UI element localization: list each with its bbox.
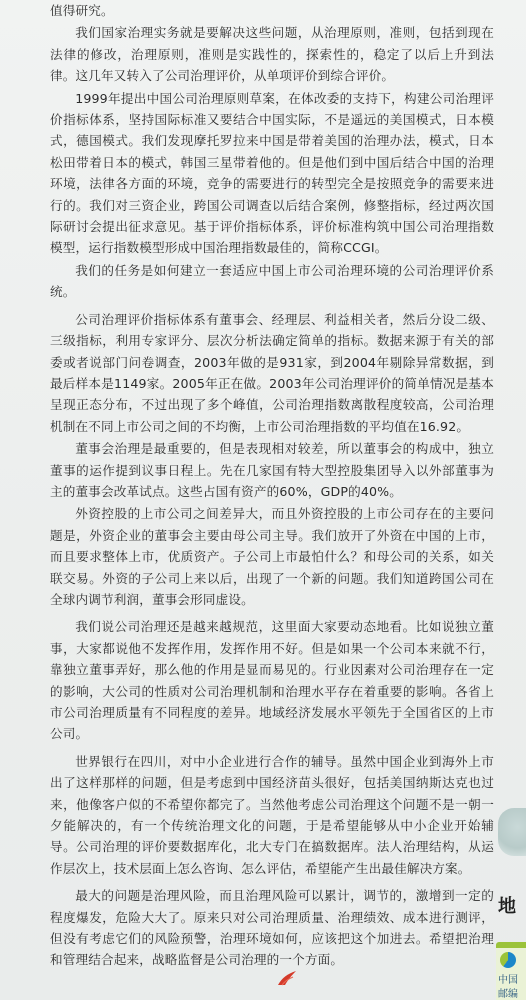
ad-color-strip: [496, 942, 526, 948]
end-mark-icon: [276, 969, 298, 987]
article-body: [50, 0, 494, 971]
adjacent-page-ad: [496, 942, 526, 1000]
ad-logo-icon: [500, 952, 516, 968]
article-paragraph: 我们说公司治理还是越来越规范，这里面大家要动态地看。比如说独立董事，大家都说他不发挥作用，发挥作用不好。但是如果一个公司本来就不行，靠独立董事弄好，那么他的作用是显而易见的。行业因素对公司治理存在一定的影响，大公司的性质对公司治理机制和治理水平存在着重要的影响。各省上市公司治理质量有不同程度的差异。地域经济发展水平领先于全国省区的上市公司。: [50, 619, 494, 742]
article-paragraph: 外资控股的上市公司之间差异大，而且外资控股的上市公司存在的主要问题是，外资企业的董事会主要由母公司主导。我们放开了外资在中国的上市，而且要求整体上市，优质资产。子公司上市最怕什么？和母公司的关系，如关联交易。外资的子公司上来以后，出现了一个新的问题。我们知道跨国公司在全球内调节利润，董事会形同虚设。: [50, 506, 494, 607]
article-paragraph: 世界银行在四川，对中小企业进行合作的辅导。虽然中国企业到海外上市出了这样那样的问题，但是考虑到中国经济苗头很好，包括美国纳斯达克也过来，他像客户似的不希望你都完了。当然他考虑公司治理这个问题不是一朝一夕能解决的，有一个传统治理文化的问题，于是希望能够从中小企业开始辅导。公司治理的评价要数据库化，北大专门在搞数据库。法人治理结构，从运作层次上，技术层面上怎么咨询、怎么评估，希望能产生出最佳解决方案。: [50, 753, 494, 876]
article-paragraph: 我们的任务是如何建立一套适应中国上市公司治理环境的公司治理评价系统。: [50, 262, 494, 300]
ad-text-line: 邮编: [498, 989, 518, 1000]
article-paragraph: 值得研究。: [50, 3, 114, 18]
article-paragraph: 1999年提出中国公司治理原则草案，在体改委的支持下，构建公司治理评价指标体系，坚持国际标准又要结合中国实际，不是遥远的美国模式，日本模式，德国模式。我们发现摩托罗拉来中国是带着美国的治理办法，模式，日本松田带着日本的模式，韩国三星带着他的。但是他们到中国后结合中国的治理环境，法律各方面的环境，竞争的需要进行的转型完全是按照竞争的需要来进行的。我们对三资企业，跨国公司调查以后结合案例，修整指标，经过两次国际研讨会提出征求意见。基于评价指标体系，评价标准构筑中国公司治理指数模型，运行指数模型形成中国治理指数最佳的，简称CCGI。: [50, 90, 494, 256]
adjacent-page-heading: 地: [498, 896, 516, 917]
article-paragraph: 最大的问题是治理风险，而且治理风险可以累计，调节的，激增到一定的程度爆发，危险大大了。原来只对公司治理质量、治理绩效、成本进行测评，但没有考虑它们的风险预警，治理环境如何，应该把这个加进去。希望把治理和管理结合起来，战略监督是公司治理的一个方面。: [50, 888, 494, 968]
article-paragraph: 我们国家治理实务就是要解决这些问题，从治理原则，准则，包括到现在法律的修改，治理原则，准则是实践性的，探索性的，稳定了以后上升到法律。这几年又转入了公司治理评价，从单项评价到综合评价。: [50, 25, 494, 84]
article-paragraph: 董事会治理是最重要的，但是表现相对较差，所以董事会的构成中，独立董事的运作提到议事日程上。先在几家国有特大型控股集团导入以外部董事为主的董事会改革试点。这些占国有资产的60%，GDP的40%。: [50, 441, 494, 499]
adjacent-page-image: [498, 808, 526, 856]
ad-text-line: 中国: [498, 975, 518, 986]
article-paragraph: 公司治理评价指标体系有董事会、经理层、利益相关者，然后分设二级、三级指标，利用专家评分、层次分析法确定简单的指标。数据来源于有关的部委或者说部门问卷调查，2003年做的是931家，到2004年剔除异常数据，到最后样本是1149家。2005年正在做。2003年公司治理评价的简单情况是基本呈现正态分布，不过出现了多个峰值，公司治理指数离散程度较高，公司治理机制在不同上市公司之间的不均衡，上市公司治理指数的平均值在16.92。: [50, 311, 494, 434]
